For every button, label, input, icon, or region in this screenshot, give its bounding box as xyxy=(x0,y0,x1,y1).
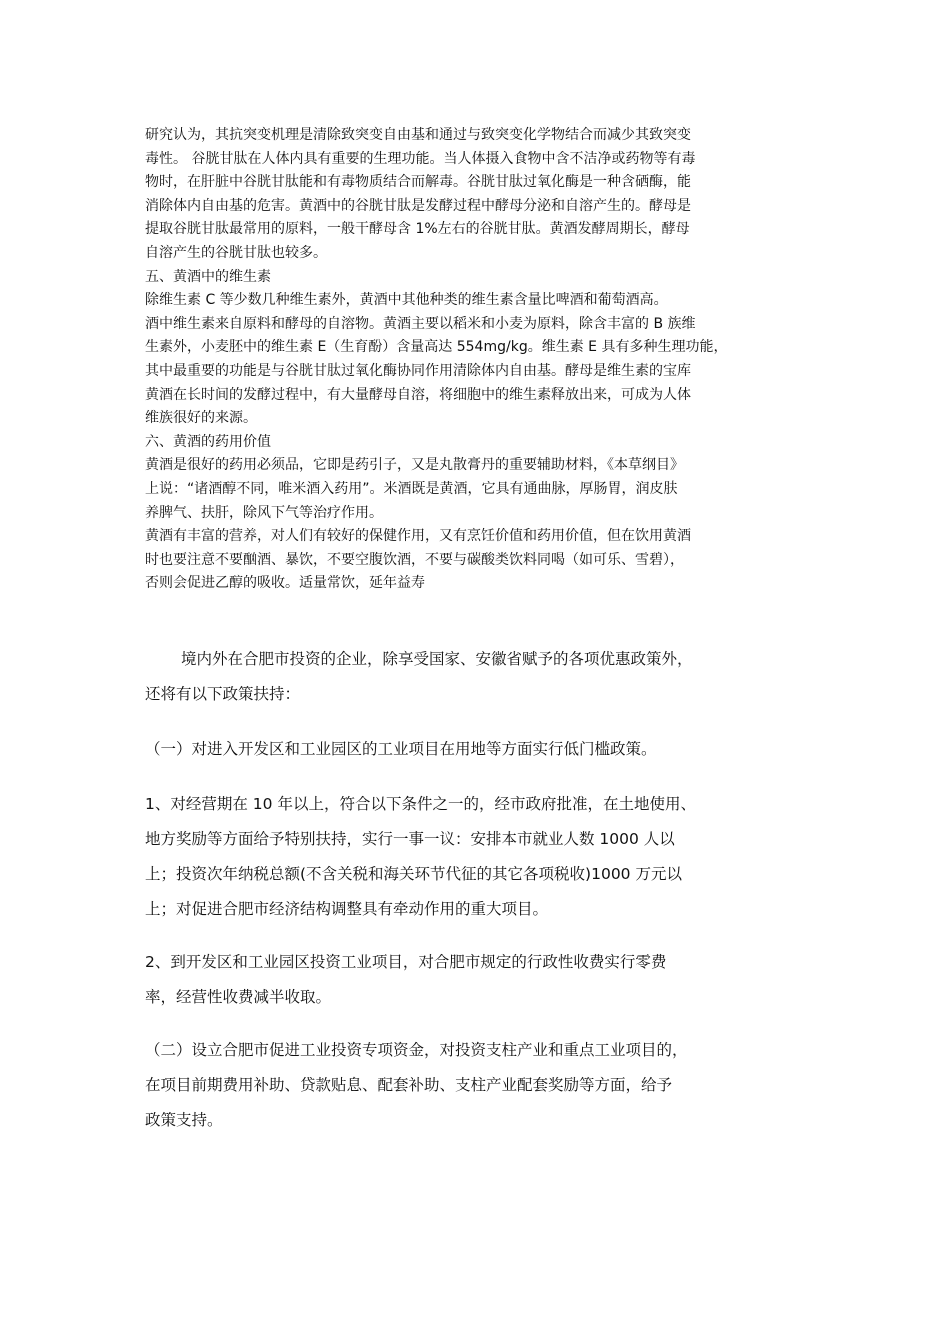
text-line: 黄酒在长时间的发酵过程中，有大量酵母自溶，将细胞中的维生素释放出来，可成为人体 xyxy=(145,386,691,403)
text-line: 提取谷胱甘肽最常用的原料，一般干酵母含 1%左右的谷胱甘肽。黄酒发酵周期长，酵母 xyxy=(145,221,690,238)
text-line: 2、到开发区和工业园区投资工业项目，对合肥市规定的行政性收费实行零费 xyxy=(145,953,667,971)
text-line: 上；对促进合肥市经济结构调整具有牵动作用的重大项目。 xyxy=(145,900,549,918)
text-line: 还将有以下政策扶持： xyxy=(145,685,301,703)
text-line: 境内外在合肥市投资的企业，除享受国家、安徽省赋予的各项优惠政策外， xyxy=(181,650,693,668)
text-line: 政策支持。 xyxy=(145,1111,223,1129)
text-line: 否则会促进乙醇的吸收。适量常饮，延年益寿 xyxy=(145,575,425,592)
text-line: 毒性。 谷胱甘肽在人体内具有重要的生理功能。当人体摄入食物中含不洁净或药物等有毒 xyxy=(145,150,696,167)
text-line: 酒中维生素来自原料和酵母的自溶物。黄酒主要以稻米和小麦为原料，除含丰富的 B 族维 xyxy=(145,315,696,332)
text-line: 物时，在肝脏中谷胱甘肽能和有毒物质结合而解毒。谷胱甘肽过氧化酶是一种含硒酶，能 xyxy=(145,174,691,191)
text-line: 研究认为，其抗突变机理是清除致突变自由基和通过与致突变化学物结合而减少其致突变 xyxy=(145,127,691,143)
text-line: 上；投资次年纳税总额(不含关税和海关环节代征的其它各项税收)1000 万元以 xyxy=(145,865,682,883)
text-line: （一）对进入开发区和工业园区的工业项目在用地等方面实行低门槛政策。 xyxy=(145,740,657,758)
text-line: 养脾气、扶肝，除风下气等治疗作用。 xyxy=(145,504,383,521)
text-line: 时也要注意不要酗酒、暴饮，不要空腹饮酒，不要与碳酸类饮料同喝（如可乐、雪碧）， xyxy=(145,551,684,568)
section-heading-vitamins: 五、黄酒中的维生素 xyxy=(145,268,271,285)
text-line: 消除体内自由基的危害。黄酒中的谷胱甘肽是发酵过程中酵母分泌和自溶产生的。酵母是 xyxy=(145,197,691,214)
text-line: 地方奖励等方面给予特别扶持，实行一事一议：安排本市就业人数 1000 人以 xyxy=(145,830,675,848)
text-line: 率，经营性收费减半收取。 xyxy=(145,988,332,1006)
text-line: 自溶产生的谷胱甘肽也较多。 xyxy=(145,244,327,261)
text-line: 黄酒是很好的药用必须品，它即是药引子，又是丸散膏丹的重要辅助材料，《本草纲目》 xyxy=(145,457,684,474)
text-line: 除维生素 C 等少数几种维生素外，黄酒中其他种类的维生素含量比啤酒和葡萄酒高。 xyxy=(145,292,668,309)
policy-item-1-point-2 xyxy=(145,945,825,1015)
section-heading-medicinal-value: 六、黄酒的药用价值 xyxy=(145,433,271,450)
text-line: 维族很好的来源。 xyxy=(145,410,257,427)
text-line: 在项目前期费用补助、贷款贴息、配套补助、支柱产业配套奖励等方面，给予 xyxy=(145,1076,673,1094)
investment-policy-section xyxy=(145,642,825,1138)
policy-item-1-heading xyxy=(145,732,825,767)
text-line: 1、对经营期在 10 年以上，符合以下条件之一的，经市政府批准，在土地使用、 xyxy=(145,795,696,813)
text-line: 黄酒有丰富的营养，对人们有较好的保健作用，又有烹饪价值和药用价值，但在饮用黄酒 xyxy=(145,528,691,545)
policy-item-2 xyxy=(145,1033,825,1138)
intro-paragraph xyxy=(145,642,825,712)
text-line: （二）设立合肥市促进工业投资专项资金，对投资支柱产业和重点工业项目的， xyxy=(145,1041,688,1059)
text-line: 上说：“诸酒醇不同，唯米酒入药用”。米酒既是黄酒，它具有通曲脉，厚肠胃，润皮肤 xyxy=(145,480,678,497)
text-line: 生素外，小麦胚中的维生素 E（生育酚）含量高达 554mg/kg。维生素 E 具有多种生理功能， xyxy=(145,339,728,356)
wine-nutrition-section xyxy=(145,124,815,596)
text-line: 其中最重要的功能是与谷胱甘肽过氧化酶协同作用清除体内自由基。酵母是维生素的宝库 xyxy=(145,362,691,379)
policy-item-1-point-1 xyxy=(145,787,825,927)
